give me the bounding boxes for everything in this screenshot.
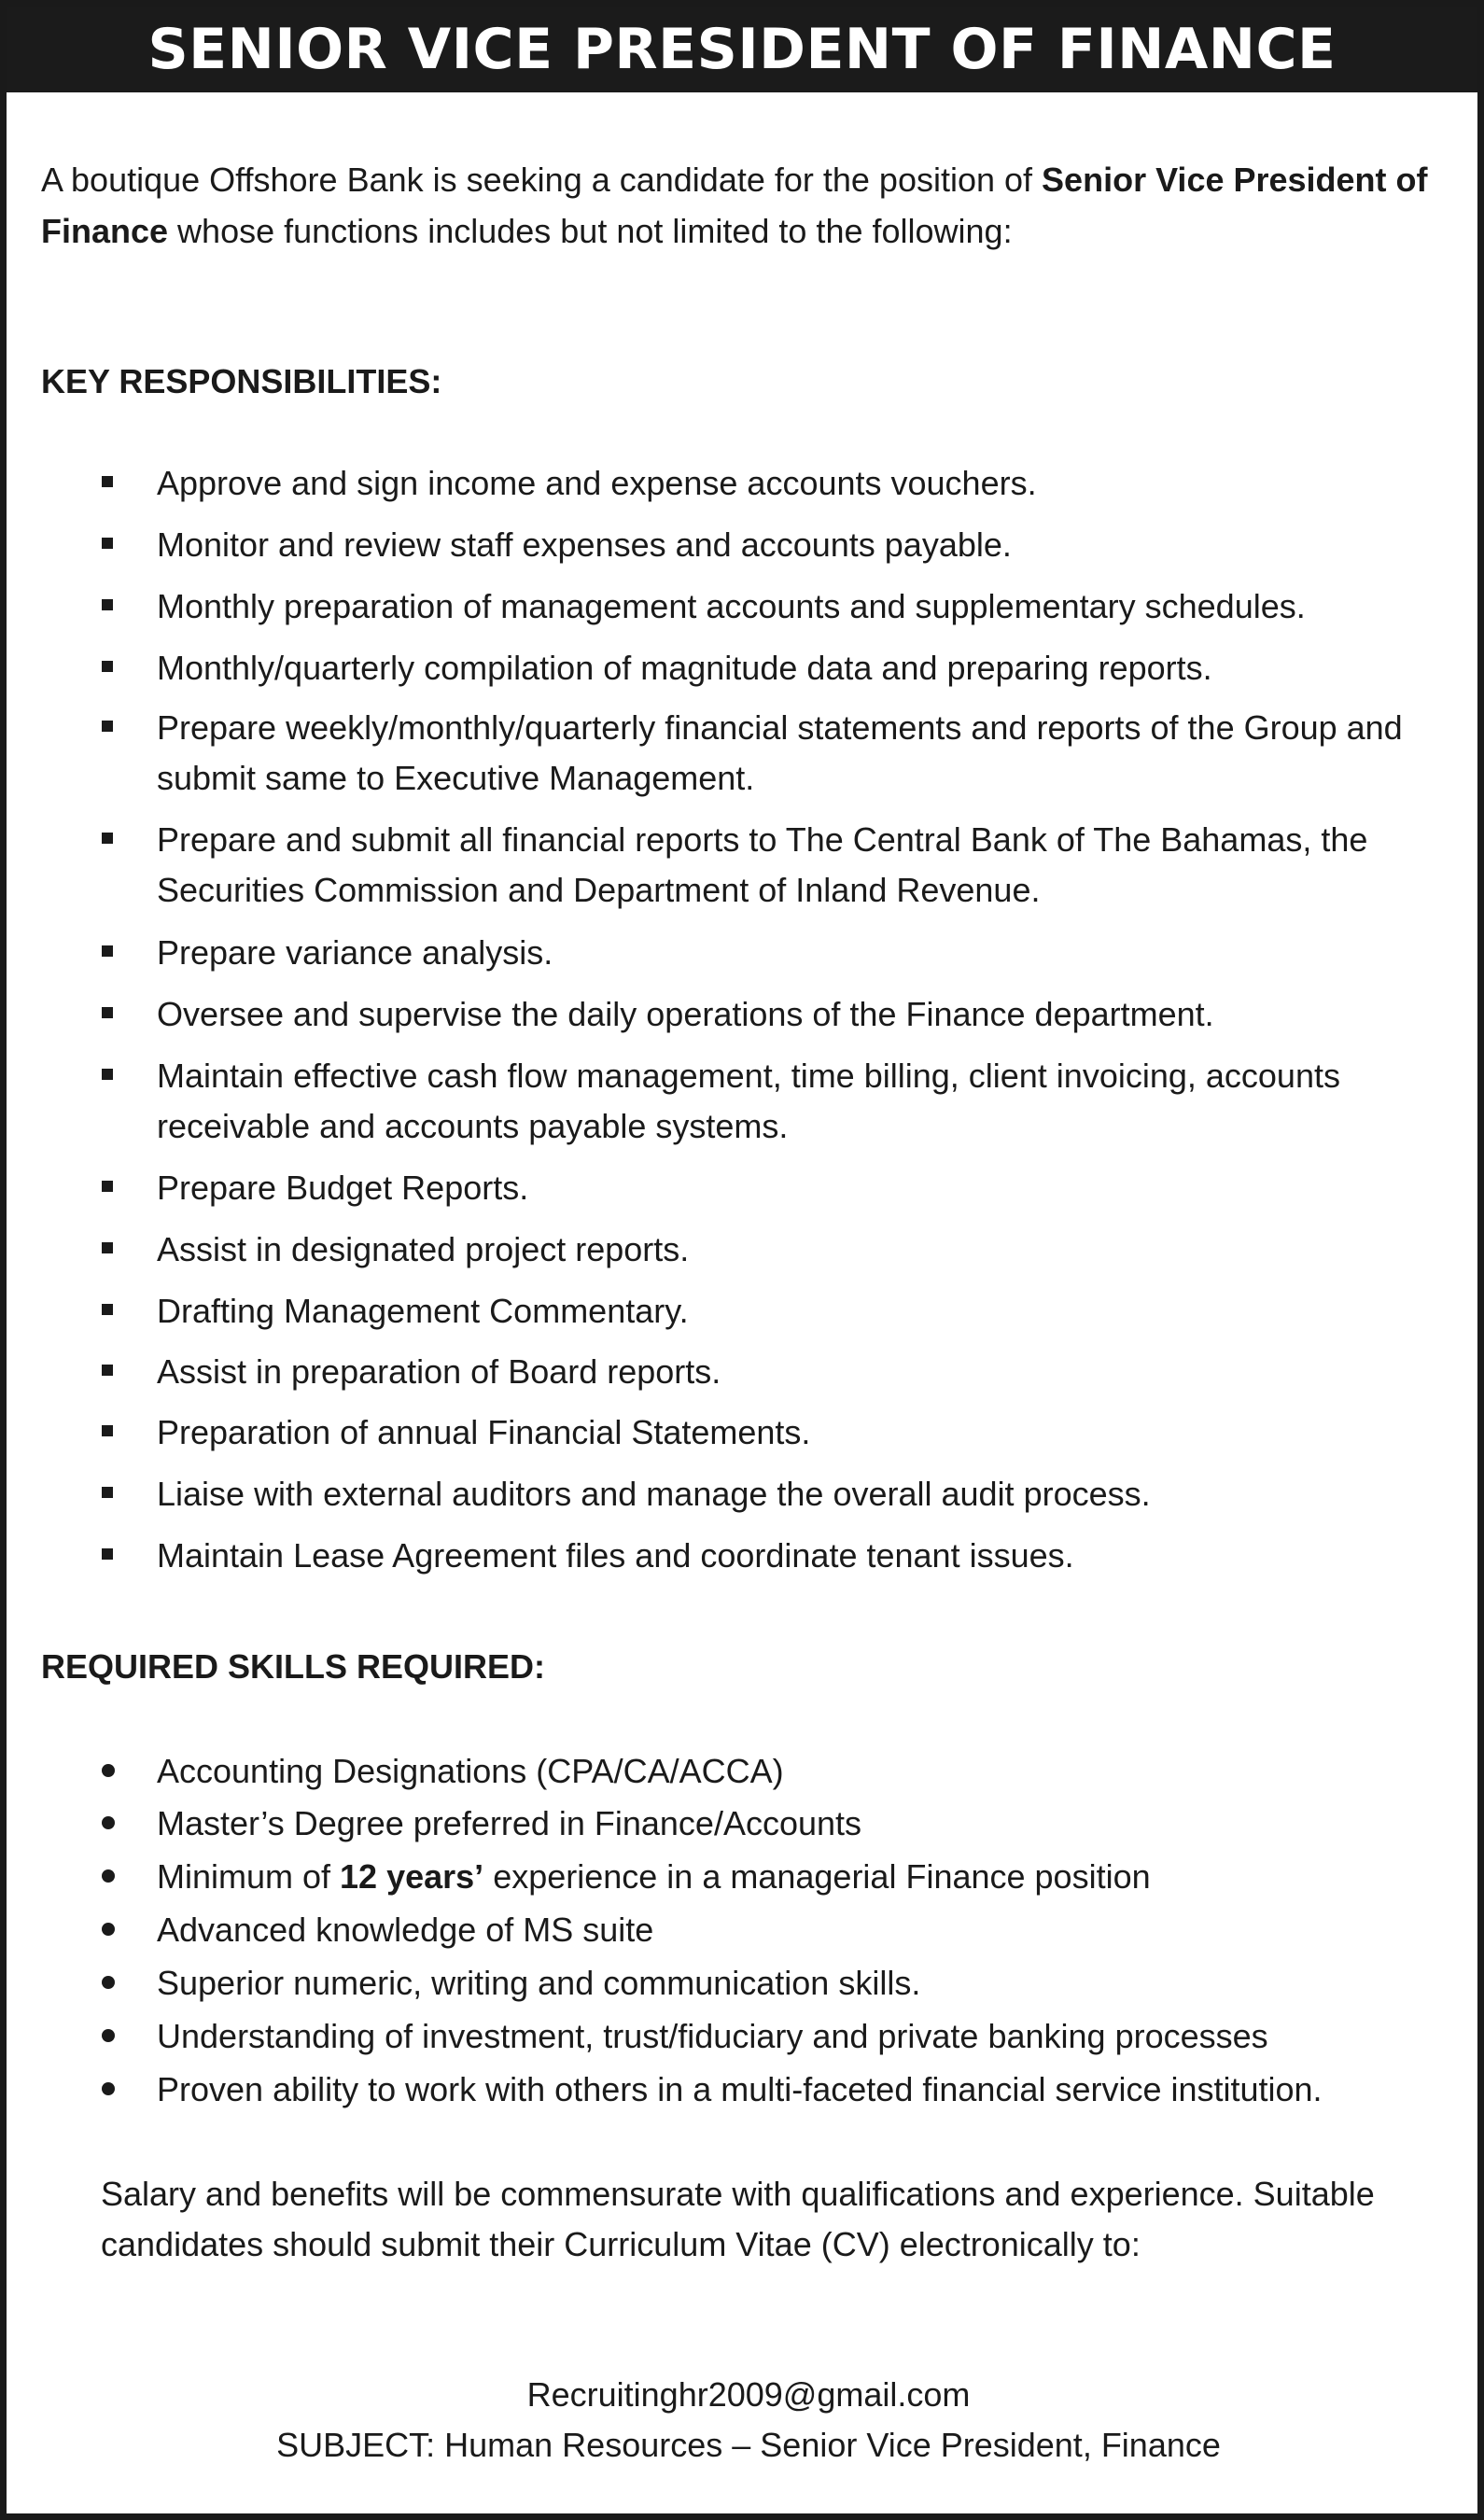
responsibility-text: Oversee and supervise the daily operations of the Finance department. [157, 995, 1214, 1033]
responsibility-text: Maintain Lease Agreement files and coordinate tenant issues. [157, 1536, 1074, 1575]
responsibility-text: Maintain effective cash flow management, time billing, client invoicing, accounts receivable and accounts payable systems. [157, 1057, 1340, 1145]
round-bullet-icon [102, 2082, 115, 2095]
experience-prefix: Minimum of [157, 1857, 341, 1896]
square-bullet-icon [102, 721, 113, 732]
square-bullet-icon [102, 1304, 113, 1315]
square-bullet-icon [102, 1425, 113, 1436]
square-bullet-icon [102, 1181, 113, 1192]
intro-suffix: whose functions includes but not limited to the following: [168, 212, 1013, 250]
square-bullet-icon [102, 1365, 113, 1376]
square-bullet-icon [102, 1007, 113, 1018]
experience-suffix: experience in a managerial Finance position [483, 1857, 1151, 1896]
square-bullet-icon [102, 945, 113, 957]
responsibility-text: Drafting Management Commentary. [157, 1292, 689, 1330]
responsibility-text: Prepare and submit all financial reports to The Central Bank of The Bahamas, the Securities Commission and Department of Inland Revenue. [157, 820, 1368, 909]
round-bullet-icon [102, 1976, 115, 1989]
responsibility-text: Approve and sign income and expense accounts vouchers. [157, 464, 1037, 502]
square-bullet-icon [102, 1069, 113, 1080]
round-bullet-icon [102, 1764, 115, 1777]
responsibility-text: Assist in designated project reports. [157, 1230, 690, 1268]
skill-text: Advanced knowledge of MS suite [157, 1911, 654, 1949]
round-bullet-icon [102, 2029, 115, 2042]
page-title: SENIOR VICE PRESIDENT OF FINANCE [147, 17, 1337, 82]
skills-heading: REQUIRED SKILLS REQUIRED: [41, 1647, 546, 1686]
square-bullet-icon [102, 538, 113, 549]
skill-text: Accounting Designations (CPA/CA/ACCA) [157, 1752, 784, 1790]
responsibilities-heading: KEY RESPONSIBILITIES: [41, 362, 442, 400]
responsibility-text: Prepare Budget Reports. [157, 1169, 529, 1207]
square-bullet-icon [102, 476, 113, 487]
skill-text: Superior numeric, writing and communication skills. [157, 1964, 921, 2002]
contact-subject: SUBJECT: Human Resources – Senior Vice President, Finance [276, 2426, 1221, 2464]
square-bullet-icon [102, 1548, 113, 1560]
square-bullet-icon [102, 833, 113, 844]
header-banner [7, 7, 1477, 92]
responsibility-text: Preparation of annual Financial Statements. [157, 1413, 811, 1451]
responsibility-text: Monthly/quarterly compilation of magnitude data and preparing reports. [157, 649, 1212, 687]
square-bullet-icon [102, 661, 113, 672]
intro-position: Senior Vice President of Finance [41, 161, 1428, 250]
responsibility-text: Liaise with external auditors and manage the overall audit process. [157, 1475, 1151, 1513]
skill-text: Master’s Degree preferred in Finance/Accounts [157, 1804, 862, 1842]
responsibility-text: Monthly preparation of management accounts and supplementary schedules. [157, 587, 1306, 625]
responsibility-text: Monitor and review staff expenses and accounts payable. [157, 525, 1012, 564]
round-bullet-icon [102, 1816, 115, 1829]
skill-text: Understanding of investment, trust/fiduciary and private banking processes [157, 2017, 1268, 2055]
square-bullet-icon [102, 1487, 113, 1498]
skill-text: Proven ability to work with others in a multi-faceted financial service institution. [157, 2070, 1323, 2108]
round-bullet-icon [102, 1923, 115, 1936]
responsibility-text: Prepare weekly/monthly/quarterly financial statements and reports of the Group and submit same to Executive Management. [157, 708, 1403, 797]
round-bullet-icon [102, 1869, 115, 1883]
contact-email[interactable]: Recruitinghr2009@gmail.com [526, 2375, 971, 2414]
intro-paragraph [41, 154, 1460, 257]
responsibility-text: Assist in preparation of Board reports. [157, 1352, 721, 1391]
responsibility-text: Prepare variance analysis. [157, 933, 553, 972]
square-bullet-icon [102, 1242, 113, 1253]
experience-years: 12 years’ [340, 1857, 484, 1896]
square-bullet-icon [102, 599, 113, 610]
skill-text-experience [157, 1852, 1463, 1902]
closing-paragraph: Salary and benefits will be commensurate with qualifications and experience. Suitable candidates should submit their Curriculum Vitae (CV) electronically to: [101, 2175, 1375, 2263]
intro-prefix: A boutique Offshore Bank is seeking a candidate for the position of [41, 161, 1043, 199]
